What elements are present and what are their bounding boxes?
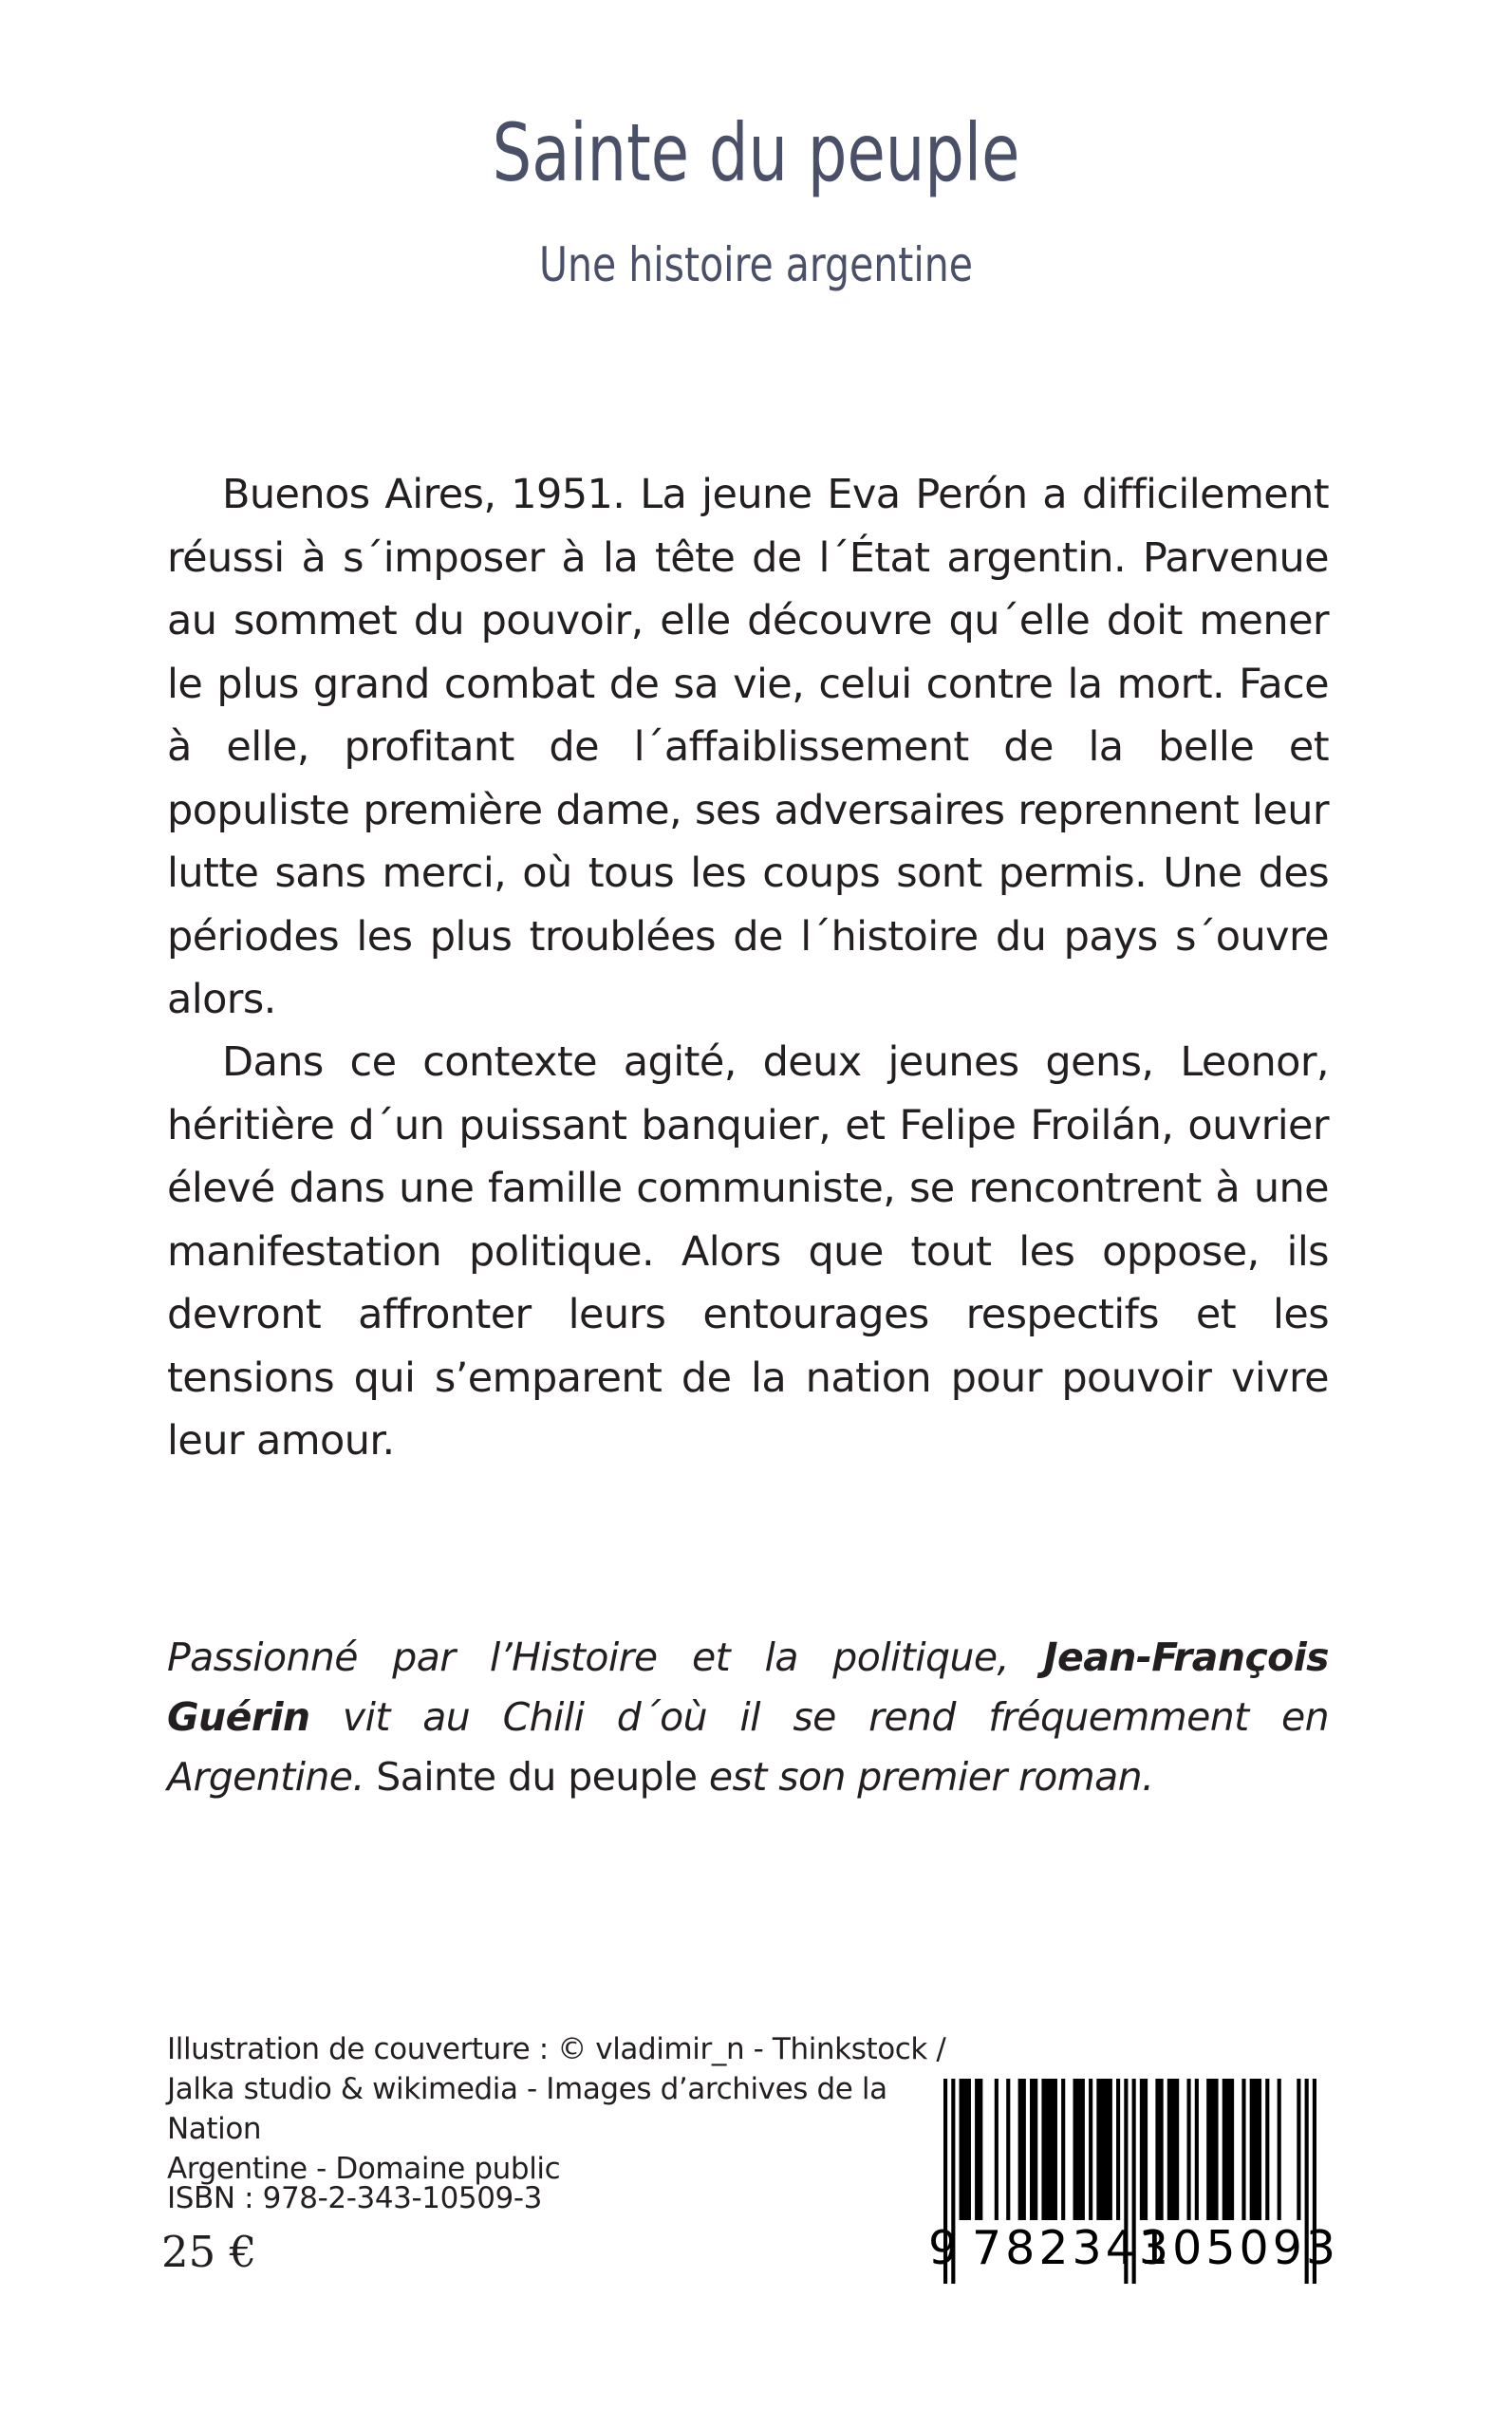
barcode-bar-13 <box>1116 2079 1120 2220</box>
barcode-bar-6 <box>1018 2079 1026 2220</box>
credits-line-3: Argentine - Domaine public <box>167 2152 561 2186</box>
barcode-bar-10 <box>1073 2079 1085 2220</box>
barcode-bar-8 <box>1041 2079 1057 2220</box>
bio-text-1: Passionné par l’Histoire et la politique, <box>167 1634 1044 1680</box>
barcode-left-group: 782343 <box>972 2221 1173 2275</box>
barcode-bar-9 <box>1061 2079 1065 2220</box>
synopsis-paragraph-2: Dans ce contexte agité, deux jeunes gens, Leonor, héritière d´un puissant banquier, et Felipe Froilán, ouvrier élevé dans une famille communiste, se rencontrent à une manifestation politique. Alors que tout les oppose, ils devront affronter leurs entourages respectifs et les tensions qui s’emparent de la nation pour pouvoir vivre leur amour. <box>167 1038 1329 1465</box>
barcode-bar-2 <box>960 2079 971 2220</box>
book-title: Sainte du peuple <box>492 106 1020 199</box>
cover-credits <box>167 2029 983 2189</box>
barcode-first-digit: 9 <box>928 2221 959 2275</box>
barcode-bar-16 <box>1140 2079 1148 2220</box>
barcode-right-group: 105093 <box>1139 2221 1340 2275</box>
barcode-bar-22 <box>1223 2079 1234 2220</box>
credits-line-1: Illustration de couverture : © vladimir_n - Thinkstock / <box>167 2032 946 2066</box>
bio-book-title: Sainte du peuple <box>364 1754 698 1800</box>
barcode-bar-12 <box>1096 2079 1112 2220</box>
isbn-number: ISBN : 978-2-343-10509-3 <box>167 2181 542 2215</box>
barcode-bar-26 <box>1278 2079 1281 2220</box>
bio-text-3: est son premier roman. <box>697 1754 1154 1800</box>
barcode-bar-27 <box>1297 2079 1300 2220</box>
bio-text-2: vit au Chili d´où il se rend fréquemment en Argentine. <box>167 1694 1329 1800</box>
barcode-bar-11 <box>1089 2079 1092 2220</box>
barcode-bar-5 <box>1006 2079 1010 2220</box>
barcode-bar-21 <box>1206 2079 1218 2220</box>
author-bio <box>167 1628 1329 1807</box>
barcode-bar-25 <box>1265 2079 1269 2220</box>
barcode-bar-4 <box>995 2079 999 2220</box>
barcode-bar-24 <box>1250 2079 1261 2220</box>
price-label: 25 € <box>161 2227 257 2277</box>
barcode-bar-20 <box>1195 2079 1199 2220</box>
credits-line-2: Jalka studio & wikimedia - Images d’archives de la Nation <box>167 2072 887 2146</box>
barcode-bar-19 <box>1186 2079 1190 2220</box>
barcode-bar-3 <box>975 2079 982 2220</box>
barcode-bar-23 <box>1241 2079 1245 2220</box>
barcode-bar-17 <box>1155 2079 1163 2220</box>
synopsis-paragraph-1: Buenos Aires, 1951. La jeune Eva Perón a difficilement réussi à s´imposer à la tête de l´État argentin. Parvenue au sommet du pouvoir, elle découvre qu´elle doit mener le plus grand combat de sa vie, celui contre la mort. Face à elle, profitant de l´affaiblissement de la belle et populiste première dame, ses adversaires reprennent leur lutte sans merci, où tous les coups sont permis. Une des périodes les plus troublées de l´histoire du pays s´ouvre alors. <box>167 471 1329 1023</box>
barcode-bar-18 <box>1167 2079 1179 2220</box>
book-subtitle: Une histoire argentine <box>539 237 973 292</box>
author-name: Jean-François Guérin <box>167 1634 1329 1740</box>
barcode-bar-7 <box>1030 2079 1037 2220</box>
